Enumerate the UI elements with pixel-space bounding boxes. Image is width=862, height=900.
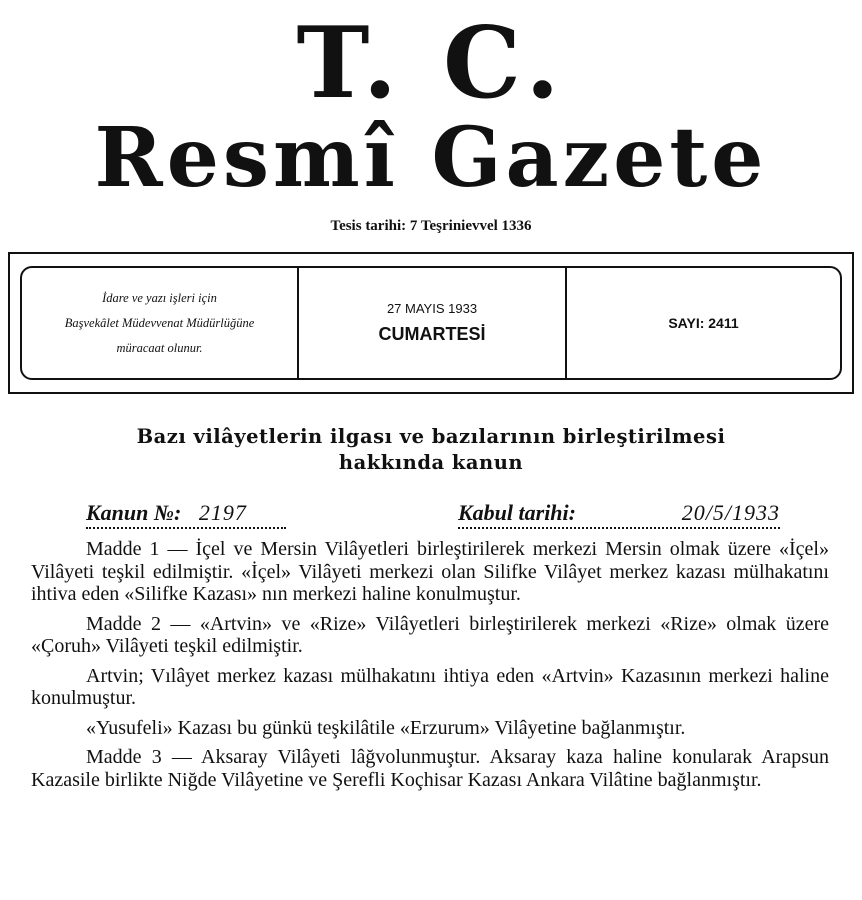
contact-line-2: Başvekâlet Müdevvenat Müdürlüğüne bbox=[64, 315, 255, 330]
law-accept-value: 20/5/1933 bbox=[681, 500, 780, 525]
issue-number-text: SAYI: 2411 bbox=[668, 315, 739, 331]
law-number-label: Kanun №: bbox=[86, 500, 182, 525]
paragraph-madde-1: Madde 1 — İçel ve Mersin Vilâyetleri birleştirilerek merkezi Mersin olmak üzere «İçel» Vilâyeti teşkil edilmiştir. «İçel» Vilâyeti merkezi olan Silifke Vilâyet merkez kazası mülhakatını ihtiva eden «Silifke Kazası» nın merkezi haline konulmuştur. bbox=[31, 538, 829, 605]
issue-number bbox=[567, 268, 840, 378]
contact-line-3: müracaat olunur. bbox=[116, 340, 203, 355]
law-number-value: 2197 bbox=[198, 500, 247, 525]
law-title bbox=[0, 424, 862, 476]
weekday-text: CUMARTESİ bbox=[378, 324, 486, 344]
law-accept-label: Kabul tarihi: bbox=[458, 500, 576, 525]
masthead-short-title: T. C. bbox=[296, 6, 566, 121]
info-box bbox=[8, 252, 854, 394]
law-number bbox=[86, 500, 286, 529]
founding-date: Tesis tarihi: 7 Teşrinievvel 1336 bbox=[330, 218, 532, 234]
date-text: 27 MAYIS 1933 bbox=[386, 301, 478, 316]
masthead-title: Resmî Gazete bbox=[94, 110, 768, 206]
paragraph-madde-2: Madde 2 — «Artvin» ve «Rize» Vilâyetleri birleştirilerek merkezi «Rize» olmak üzere «Çoruh» Vilâyeti teşkil edilmiştir. bbox=[31, 612, 829, 657]
issue-date bbox=[299, 268, 567, 378]
info-box-inner bbox=[20, 266, 842, 380]
law-title-line-2: hakkında kanun bbox=[338, 451, 524, 474]
law-accept-date bbox=[458, 500, 780, 529]
contact-line-1: İdare ve yazı işleri için bbox=[102, 290, 217, 305]
contact-info bbox=[22, 268, 299, 378]
law-title-line-1: Bazı vilâyetlerin ilgası ve bazılarının birleştirilmesi bbox=[136, 425, 726, 448]
paragraph-yusufeli: «Yusufeli» Kazası bu günkü teşkilâtile «Erzurum» Vilâyetine bağlanmıştır. bbox=[86, 716, 686, 739]
paragraph-madde-3: Madde 3 — Aksaray Vilâyeti lâğvolunmuştur. Aksaray kaza haline konularak Arapsun Kazasile birlikte Niğde Vilâyetine ve Şerefli Koçhisar Kazası Ankara Vilâtine bağlanmıştır. bbox=[31, 746, 829, 791]
law-body bbox=[31, 538, 829, 798]
paragraph-artvin: Artvin; Vılâyet merkez kazası mülhakatını ihtiya eden «Artvin» Kazasının merkezi haline konulmuştur. bbox=[31, 664, 829, 709]
